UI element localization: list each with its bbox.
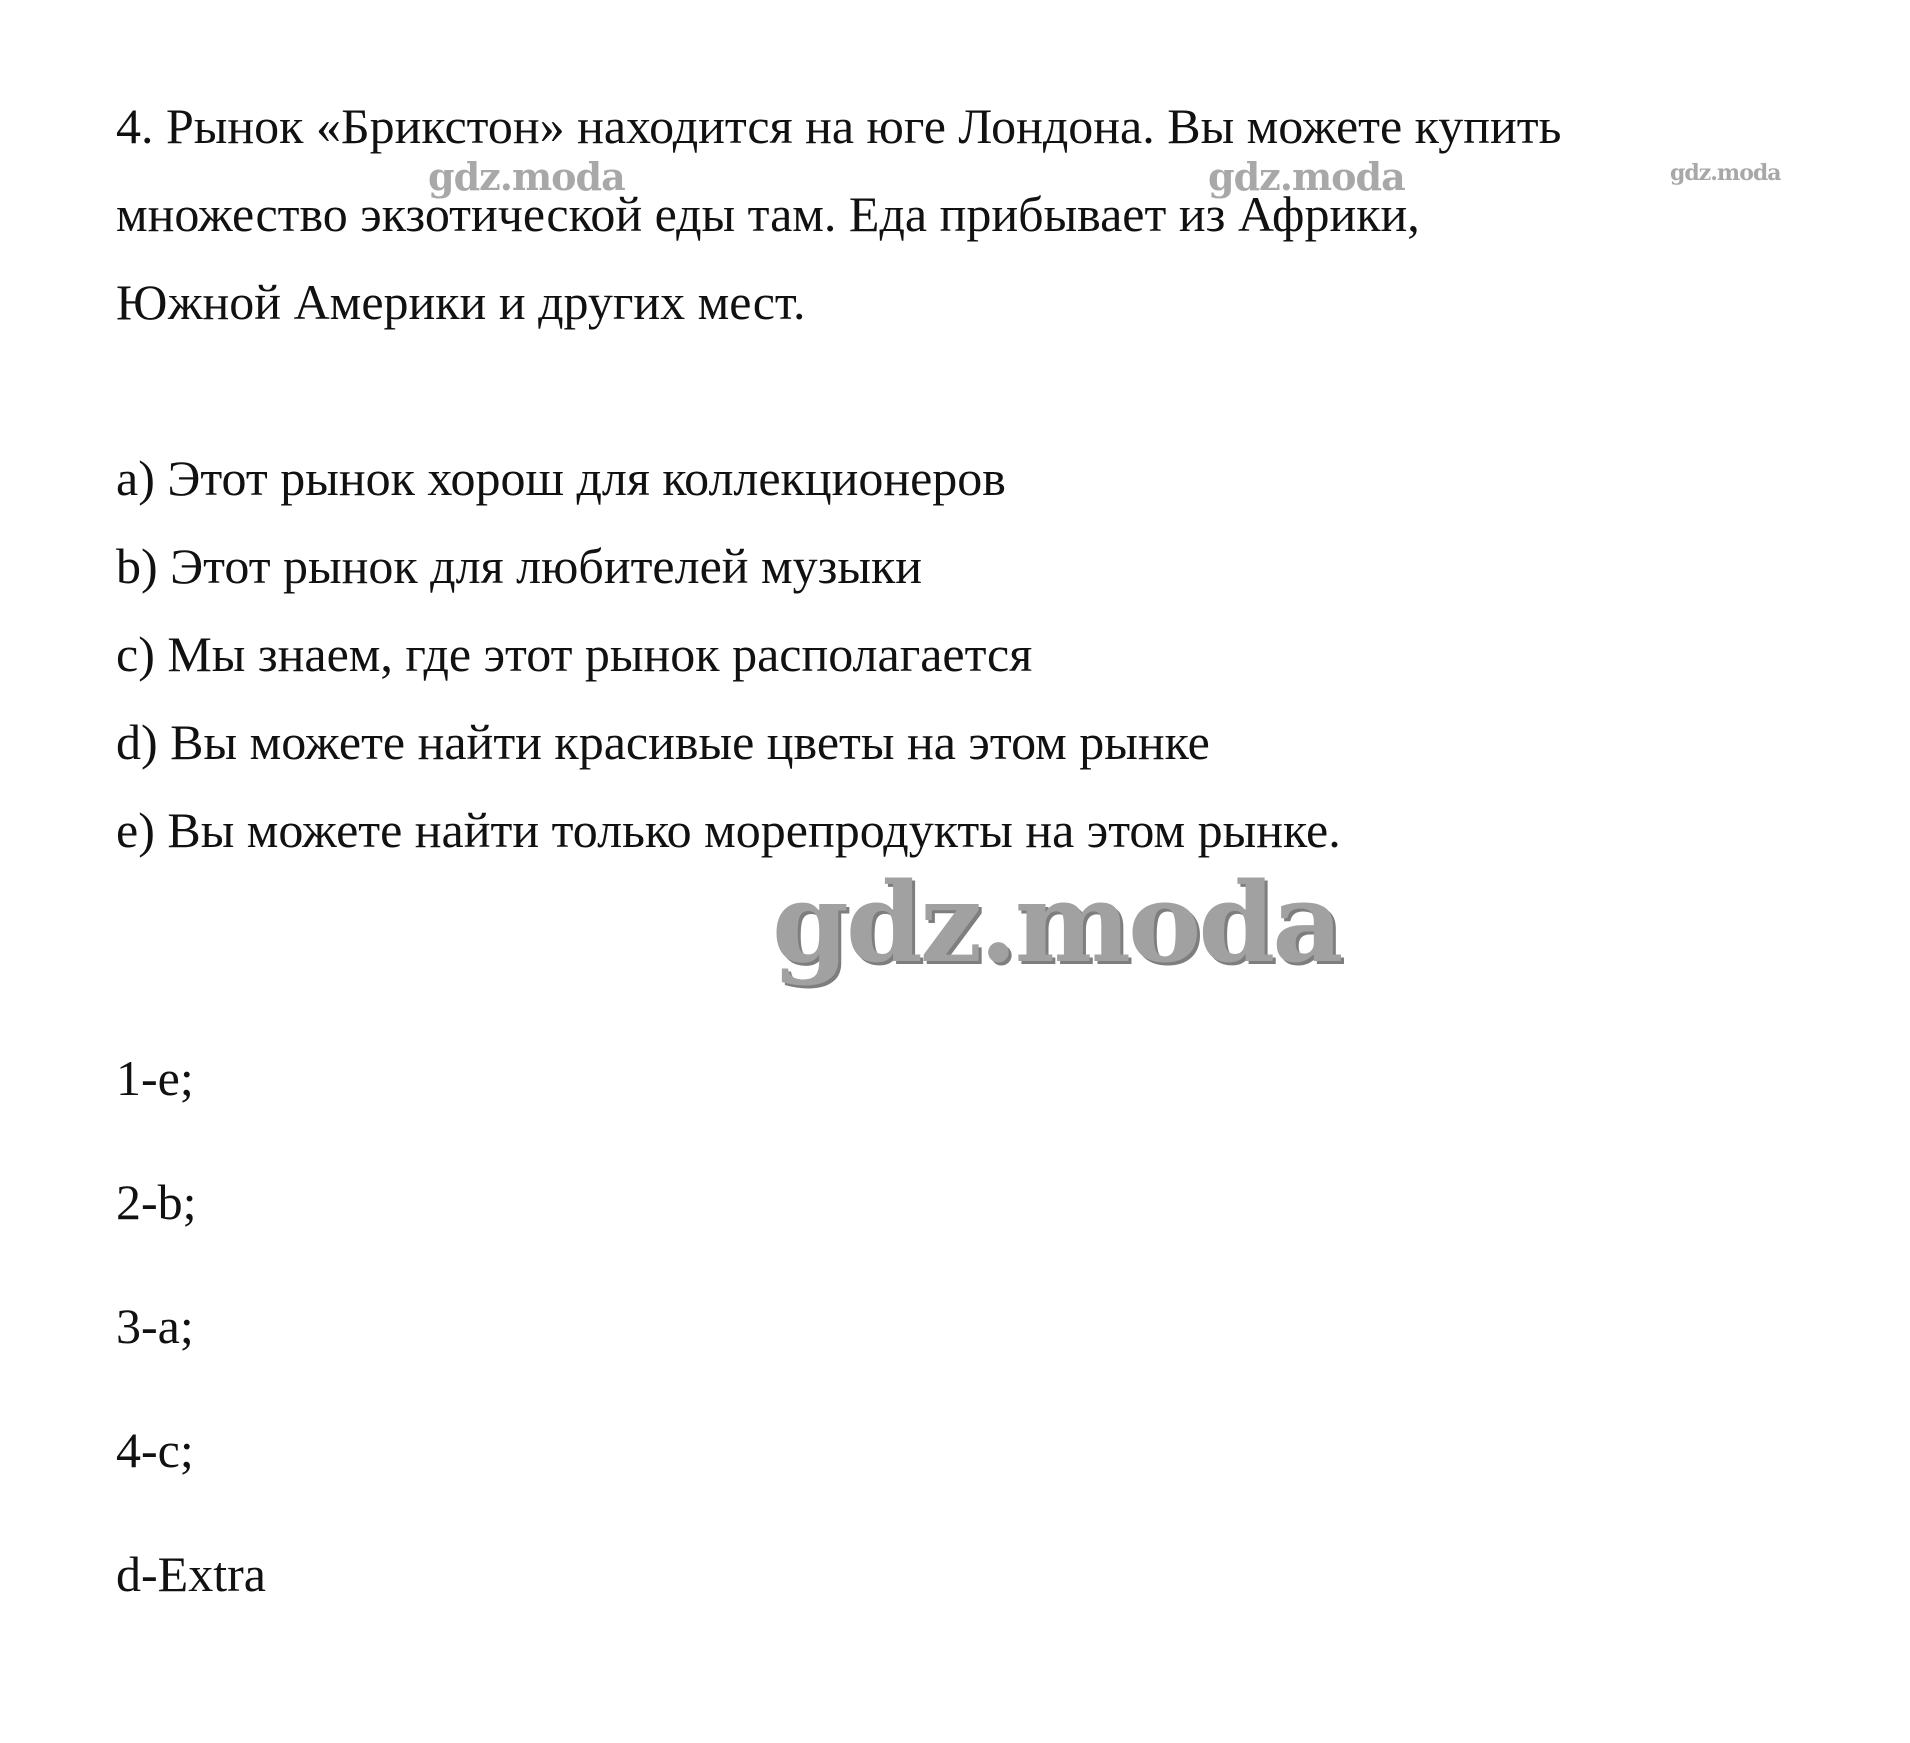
option-d: d) Вы можете найти красивые цветы на этом рынке [116, 714, 1210, 770]
watermark-2: gdz.moda [1208, 154, 1405, 199]
question-line-1: 4. Рынок «Брикстон» находится на юге Лондона. Вы можете купить [116, 98, 1562, 154]
question-line-3: Южной Америки и других мест. [116, 274, 806, 330]
option-e: e) Вы можете найти только морепродукты на этом рынке. [116, 802, 1341, 858]
answer-extra: d-Extra [116, 1546, 266, 1602]
answer-1: 1-e; [116, 1050, 194, 1106]
answer-3: 3-a; [116, 1298, 194, 1354]
answer-2: 2-b; [116, 1174, 197, 1230]
watermark-3: gdz.moda [1670, 160, 1781, 186]
watermark-1: gdz.moda [428, 154, 625, 199]
option-a: a) Этот рынок хорош для коллекционеров [116, 450, 1006, 506]
watermark-large: gdz.moda [772, 858, 1341, 987]
option-c: c) Мы знаем, где этот рынок располагается [116, 626, 1033, 682]
question-line-2: множество экзотической еды там. Еда прибывает из Африки, [116, 186, 1420, 242]
answer-4: 4-c; [116, 1422, 194, 1478]
option-b: b) Этот рынок для любителей музыки [116, 538, 923, 594]
